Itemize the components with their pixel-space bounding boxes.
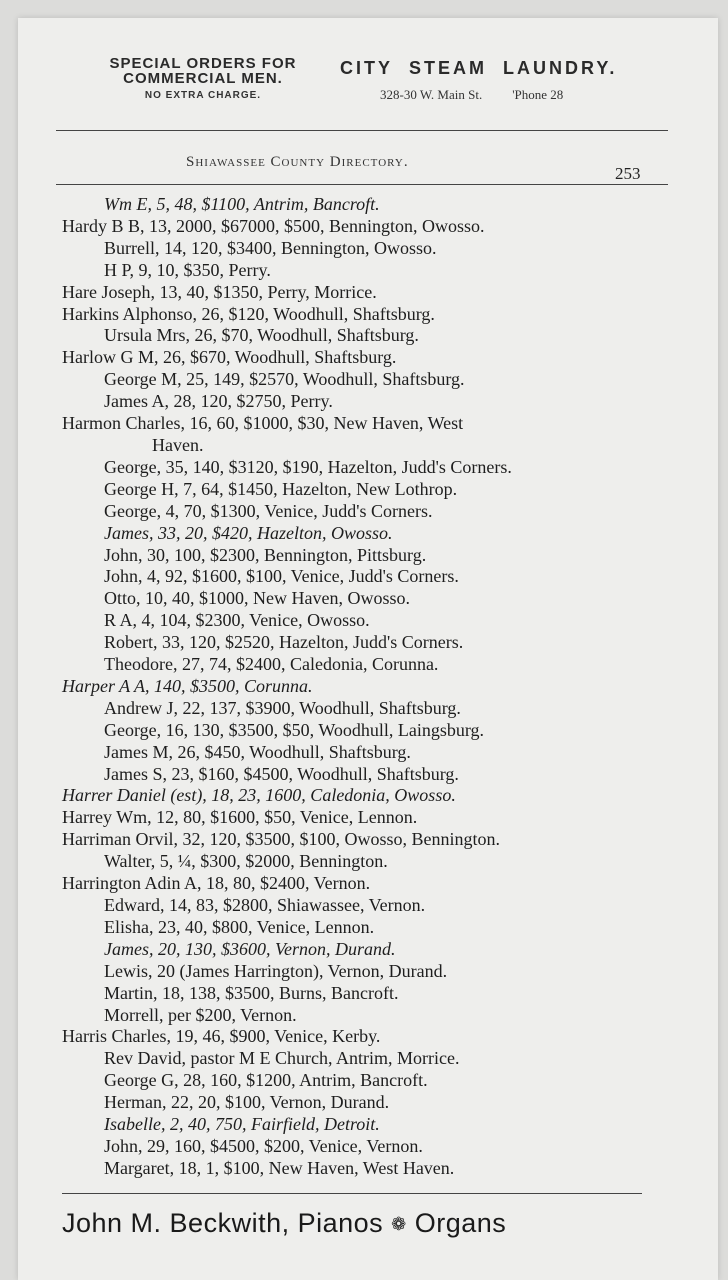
footer-advertisement bbox=[62, 1208, 682, 1239]
directory-entry: George, 35, 140, $3120, $190, Hazelton, Judd's Corners. bbox=[104, 456, 512, 477]
directory-entry: R A, 4, 104, $2300, Venice, Owosso. bbox=[104, 610, 370, 631]
directory-entry: Harriman Orvil, 32, 120, $3500, $100, Owosso, Bennington. bbox=[62, 829, 500, 850]
directory-entry: Lewis, 20 (James Harrington), Vernon, Durand. bbox=[104, 960, 448, 981]
directory-entry: John, 4, 92, $1600, $100, Venice, Judd's Corners. bbox=[104, 566, 459, 587]
directory-entry: Harlow G M, 26, $670, Woodhull, Shaftsburg. bbox=[62, 347, 397, 368]
business-name-word: STEAM bbox=[409, 58, 488, 78]
directory-entry: Harrey Wm, 12, 80, $1600, $50, Venice, Lennon. bbox=[62, 807, 418, 828]
directory-entry: Margaret, 18, 1, $100, New Haven, West Haven. bbox=[104, 1157, 455, 1178]
header-rule-top bbox=[56, 130, 668, 131]
footer-advertiser: John M. Beckwith, Pianos bbox=[62, 1208, 384, 1238]
directory-entry: Harper A A, 140, $3500, Corunna. bbox=[62, 675, 313, 696]
directory-entry: James S, 23, $160, $4500, Woodhull, Shaftsburg. bbox=[104, 763, 459, 784]
directory-entry: John, 30, 100, $2300, Bennington, Pittsburg. bbox=[104, 544, 427, 565]
business-name bbox=[340, 58, 670, 79]
directory-entry: Rev David, pastor M E Church, Antrim, Morrice. bbox=[104, 1048, 460, 1069]
directory-entry: Harrington Adin A, 18, 80, $2400, Vernon. bbox=[62, 873, 371, 894]
directory-entry: Wm E, 5, 48, $1100, Antrim, Bancroft. bbox=[104, 194, 380, 214]
directory-entry: George H, 7, 64, $1450, Hazelton, New Lothrop. bbox=[104, 478, 458, 499]
business-name-word: LAUNDRY. bbox=[503, 58, 618, 78]
directory-entry: Harrer Daniel (est), 18, 23, 1600, Caledonia, Owosso. bbox=[62, 785, 456, 806]
directory-entry: Hare Joseph, 13, 40, $1350, Perry, Morrice. bbox=[62, 281, 377, 302]
directory-entry: Elisha, 23, 40, $800, Venice, Lennon. bbox=[104, 916, 375, 937]
directory-entry: Theodore, 27, 74, $2400, Caledonia, Corunna. bbox=[104, 654, 439, 675]
directory-entry: Robert, 33, 120, $2520, Hazelton, Judd's Corners. bbox=[104, 632, 464, 653]
directory-entry: Edward, 14, 83, $2800, Shiawassee, Vernon. bbox=[104, 895, 426, 915]
directory-entry: Harkins Alphonso, 26, $120, Woodhull, Shaftsburg. bbox=[62, 303, 435, 324]
special-orders-notice bbox=[78, 56, 328, 101]
business-address: 328-30 W. Main St. bbox=[380, 87, 483, 102]
directory-entry: George M, 25, 149, $2570, Woodhull, Shaftsburg. bbox=[104, 369, 465, 390]
laundry-advertisement bbox=[340, 58, 670, 103]
flower-ornament-icon: ❁ bbox=[391, 1214, 407, 1235]
commercial-men-line: COMMERCIAL MEN. bbox=[123, 70, 283, 87]
running-head-title: Shiawassee County Directory. bbox=[186, 154, 409, 170]
footer-product: Organs bbox=[414, 1208, 507, 1238]
directory-entry: John, 29, 160, $4500, $200, Venice, Vernon. bbox=[104, 1135, 423, 1156]
directory-entry: George, 4, 70, $1300, Venice, Judd's Corners. bbox=[104, 500, 433, 521]
directory-entry: Hardy B B, 13, 2000, $67000, $500, Bennington, Owosso. bbox=[62, 215, 485, 236]
directory-entry: Morrell, per $200, Vernon. bbox=[104, 1004, 297, 1025]
page-number: 253 bbox=[615, 164, 641, 183]
directory-entries bbox=[62, 194, 662, 1180]
directory-entry: Martin, 18, 138, $3500, Burns, Bancroft. bbox=[104, 982, 399, 1003]
directory-entry: Isabelle, 2, 40, 750, Fairfield, Detroit. bbox=[104, 1114, 380, 1135]
directory-entry: Otto, 10, 40, $1000, New Haven, Owosso. bbox=[104, 588, 410, 609]
special-orders-line: SPECIAL ORDERS FOR bbox=[109, 55, 297, 72]
directory-entry: Herman, 22, 20, $100, Vernon, Durand. bbox=[104, 1092, 390, 1113]
directory-entry: George G, 28, 160, $1200, Antrim, Bancroft. bbox=[104, 1070, 428, 1091]
directory-entry: James M, 26, $450, Woodhull, Shaftsburg. bbox=[104, 741, 411, 762]
directory-page bbox=[18, 18, 718, 1280]
directory-entry: Burrell, 14, 120, $3400, Bennington, Owosso. bbox=[104, 237, 437, 258]
directory-entry: James, 20, 130, $3600, Vernon, Durand. bbox=[104, 938, 396, 959]
top-advertisement bbox=[78, 56, 678, 136]
directory-entry: Haven. bbox=[152, 434, 204, 455]
directory-entry: James A, 28, 120, $2750, Perry. bbox=[104, 391, 333, 412]
business-contact bbox=[340, 87, 670, 103]
directory-entry: Walter, 5, ¼, $300, $2000, Bennington. bbox=[104, 851, 388, 872]
directory-entry: Ursula Mrs, 26, $70, Woodhull, Shaftsburg. bbox=[104, 325, 419, 346]
no-extra-charge-line: NO EXTRA CHARGE. bbox=[144, 90, 262, 101]
directory-entry: Harris Charles, 19, 46, $900, Venice, Kerby. bbox=[62, 1026, 381, 1047]
directory-entry: James, 33, 20, $420, Hazelton, Owosso. bbox=[104, 522, 393, 543]
business-phone: 'Phone 28 bbox=[512, 87, 564, 102]
directory-entry: Harmon Charles, 16, 60, $1000, $30, New Haven, West bbox=[62, 413, 464, 434]
business-name-word: CITY bbox=[340, 58, 394, 78]
directory-entry: H P, 9, 10, $350, Perry. bbox=[104, 259, 271, 280]
directory-entry: George, 16, 130, $3500, $50, Woodhull, Laingsburg. bbox=[104, 719, 485, 740]
directory-entry: Andrew J, 22, 137, $3900, Woodhull, Shaftsburg. bbox=[104, 697, 461, 718]
header-rule-bottom bbox=[56, 184, 668, 185]
footer-rule bbox=[62, 1193, 642, 1194]
